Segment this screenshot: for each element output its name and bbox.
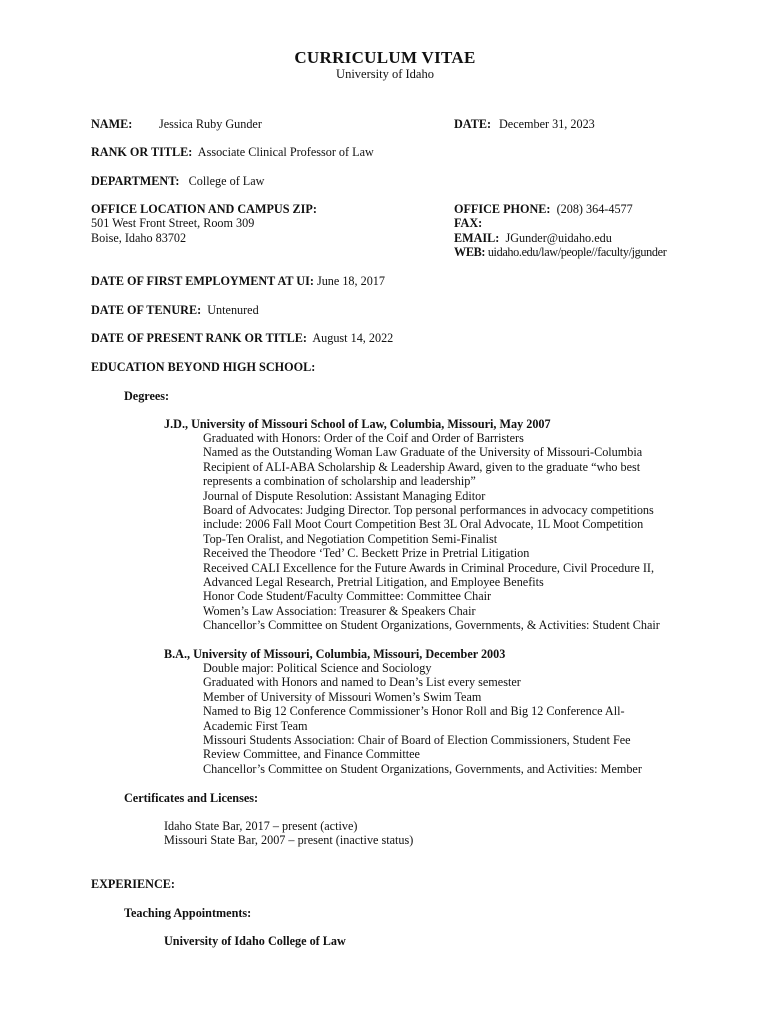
tenure-label: DATE OF TENURE: xyxy=(91,303,202,317)
list-item: Received the Theodore ‘Ted’ C. Beckett Prize in Pretrial Litigation xyxy=(203,546,530,561)
first-employment-row xyxy=(91,274,385,288)
rank-row xyxy=(91,145,374,159)
web-label: WEB: xyxy=(454,245,486,259)
office-address-line2: Boise, Idaho 83702 xyxy=(91,231,187,245)
list-item: Honor Code Student/Faculty Committee: Committee Chair xyxy=(203,589,492,604)
list-item: Member of University of Missouri Women’s Swim Team xyxy=(203,689,482,704)
office-address-line1: 501 West Front Street, Room 309 xyxy=(91,216,255,230)
first-employment-value: June 18, 2017 xyxy=(316,274,385,288)
email-value: JGunder@uidaho.edu xyxy=(505,231,612,245)
present-rank-label: DATE OF PRESENT RANK OR TITLE: xyxy=(91,331,307,345)
tenure-row xyxy=(91,303,259,317)
list-item: Top-Ten Oralist, and Negotiation Competition Semi-Finalist xyxy=(203,531,498,546)
list-item: Recipient of ALI-ABA Scholarship & Leadership Award, given to the graduate “who best xyxy=(203,459,641,474)
email-label: EMAIL: xyxy=(454,231,500,245)
document-title: CURRICULUM VITAE xyxy=(294,48,476,67)
list-item: Idaho State Bar, 2017 – present (active) xyxy=(164,819,358,833)
certificates-list xyxy=(164,819,413,848)
tenure-value: Untenured xyxy=(207,303,259,317)
first-employment-label: DATE OF FIRST EMPLOYMENT AT UI: xyxy=(91,274,314,288)
jd-details-list xyxy=(203,431,660,633)
department-row xyxy=(91,174,264,188)
department-label: DEPARTMENT: xyxy=(91,174,180,188)
list-item: Journal of Dispute Resolution: Assistant Managing Editor xyxy=(203,488,486,503)
ba-degree-title: B.A., University of Missouri, Columbia, Missouri, December 2003 xyxy=(164,647,506,661)
list-item: Named as the Outstanding Woman Law Graduate of the University of Missouri-Columbia xyxy=(203,445,643,460)
document-subtitle: University of Idaho xyxy=(336,67,434,81)
list-item: Review Committee, and Finance Committee xyxy=(203,747,420,762)
list-item: Women’s Law Association: Treasurer & Speakers Chair xyxy=(203,603,476,618)
name-label: NAME: xyxy=(91,117,133,131)
present-rank-row xyxy=(91,331,393,345)
education-heading: EDUCATION BEYOND HIGH SCHOOL: xyxy=(91,360,316,374)
experience-heading: EXPERIENCE: xyxy=(91,877,175,891)
web-row xyxy=(454,245,666,259)
list-item: Missouri Students Association: Chair of Board of Election Commissioners, Student Fee xyxy=(203,733,631,748)
list-item: Chancellor’s Committee on Student Organizations, Governments, & Activities: Student Chair xyxy=(203,618,660,633)
certificates-heading: Certificates and Licenses: xyxy=(124,791,259,805)
fax-label: FAX: xyxy=(454,216,483,230)
office-location-label: OFFICE LOCATION AND CAMPUS ZIP: xyxy=(91,202,317,216)
list-item: Graduated with Honors and named to Dean’s List every semester xyxy=(203,675,521,690)
phone-label: OFFICE PHONE: xyxy=(454,202,551,216)
date-value: December 31, 2023 xyxy=(499,117,595,131)
institution-heading: University of Idaho College of Law xyxy=(164,934,346,948)
list-item: Missouri State Bar, 2007 – present (inactive status) xyxy=(164,833,414,848)
list-item: Academic First Team xyxy=(203,718,308,733)
list-item: include: 2006 Fall Moot Court Competition Best 3L Oral Advocate, 1L Moot Competition xyxy=(203,517,644,532)
email-row xyxy=(454,231,612,245)
list-item: Graduated with Honors: Order of the Coif and Order of Barristers xyxy=(203,431,524,445)
rank-label: RANK OR TITLE: xyxy=(91,145,193,159)
degrees-heading: Degrees: xyxy=(124,389,170,403)
list-item: Received CALI Excellence for the Future Awards in Criminal Procedure, Civil Procedure II, xyxy=(203,560,655,575)
phone-row xyxy=(454,202,633,216)
name-value: Jessica Ruby Gunder xyxy=(159,117,262,131)
list-item: Double major: Political Science and Sociology xyxy=(203,661,432,675)
phone-value: (208) 364-4577 xyxy=(556,202,633,216)
web-value: uidaho.edu/law/people//faculty/jgunder xyxy=(487,245,667,259)
list-item: Chancellor’s Committee on Student Organizations, Governments, and Activities: Member xyxy=(203,761,642,776)
list-item: Board of Advocates: Judging Director. Top personal performances in advocacy competitions xyxy=(203,503,654,518)
jd-degree-title: J.D., University of Missouri School of Law, Columbia, Missouri, May 2007 xyxy=(164,417,551,431)
list-item: Named to Big 12 Conference Commissioner’s Honor Roll and Big 12 Conference All- xyxy=(203,704,625,719)
department-value: College of Law xyxy=(188,174,265,188)
ba-details-list xyxy=(203,661,642,776)
list-item: Advanced Legal Research, Pretrial Litigation, and Employee Benefits xyxy=(203,575,544,590)
present-rank-value: August 14, 2022 xyxy=(312,331,394,345)
teaching-appointments-heading: Teaching Appointments: xyxy=(124,906,252,920)
rank-value: Associate Clinical Professor of Law xyxy=(197,145,374,159)
date-label: DATE: xyxy=(454,117,492,131)
list-item: represents a combination of scholarship and leadership” xyxy=(203,474,476,489)
